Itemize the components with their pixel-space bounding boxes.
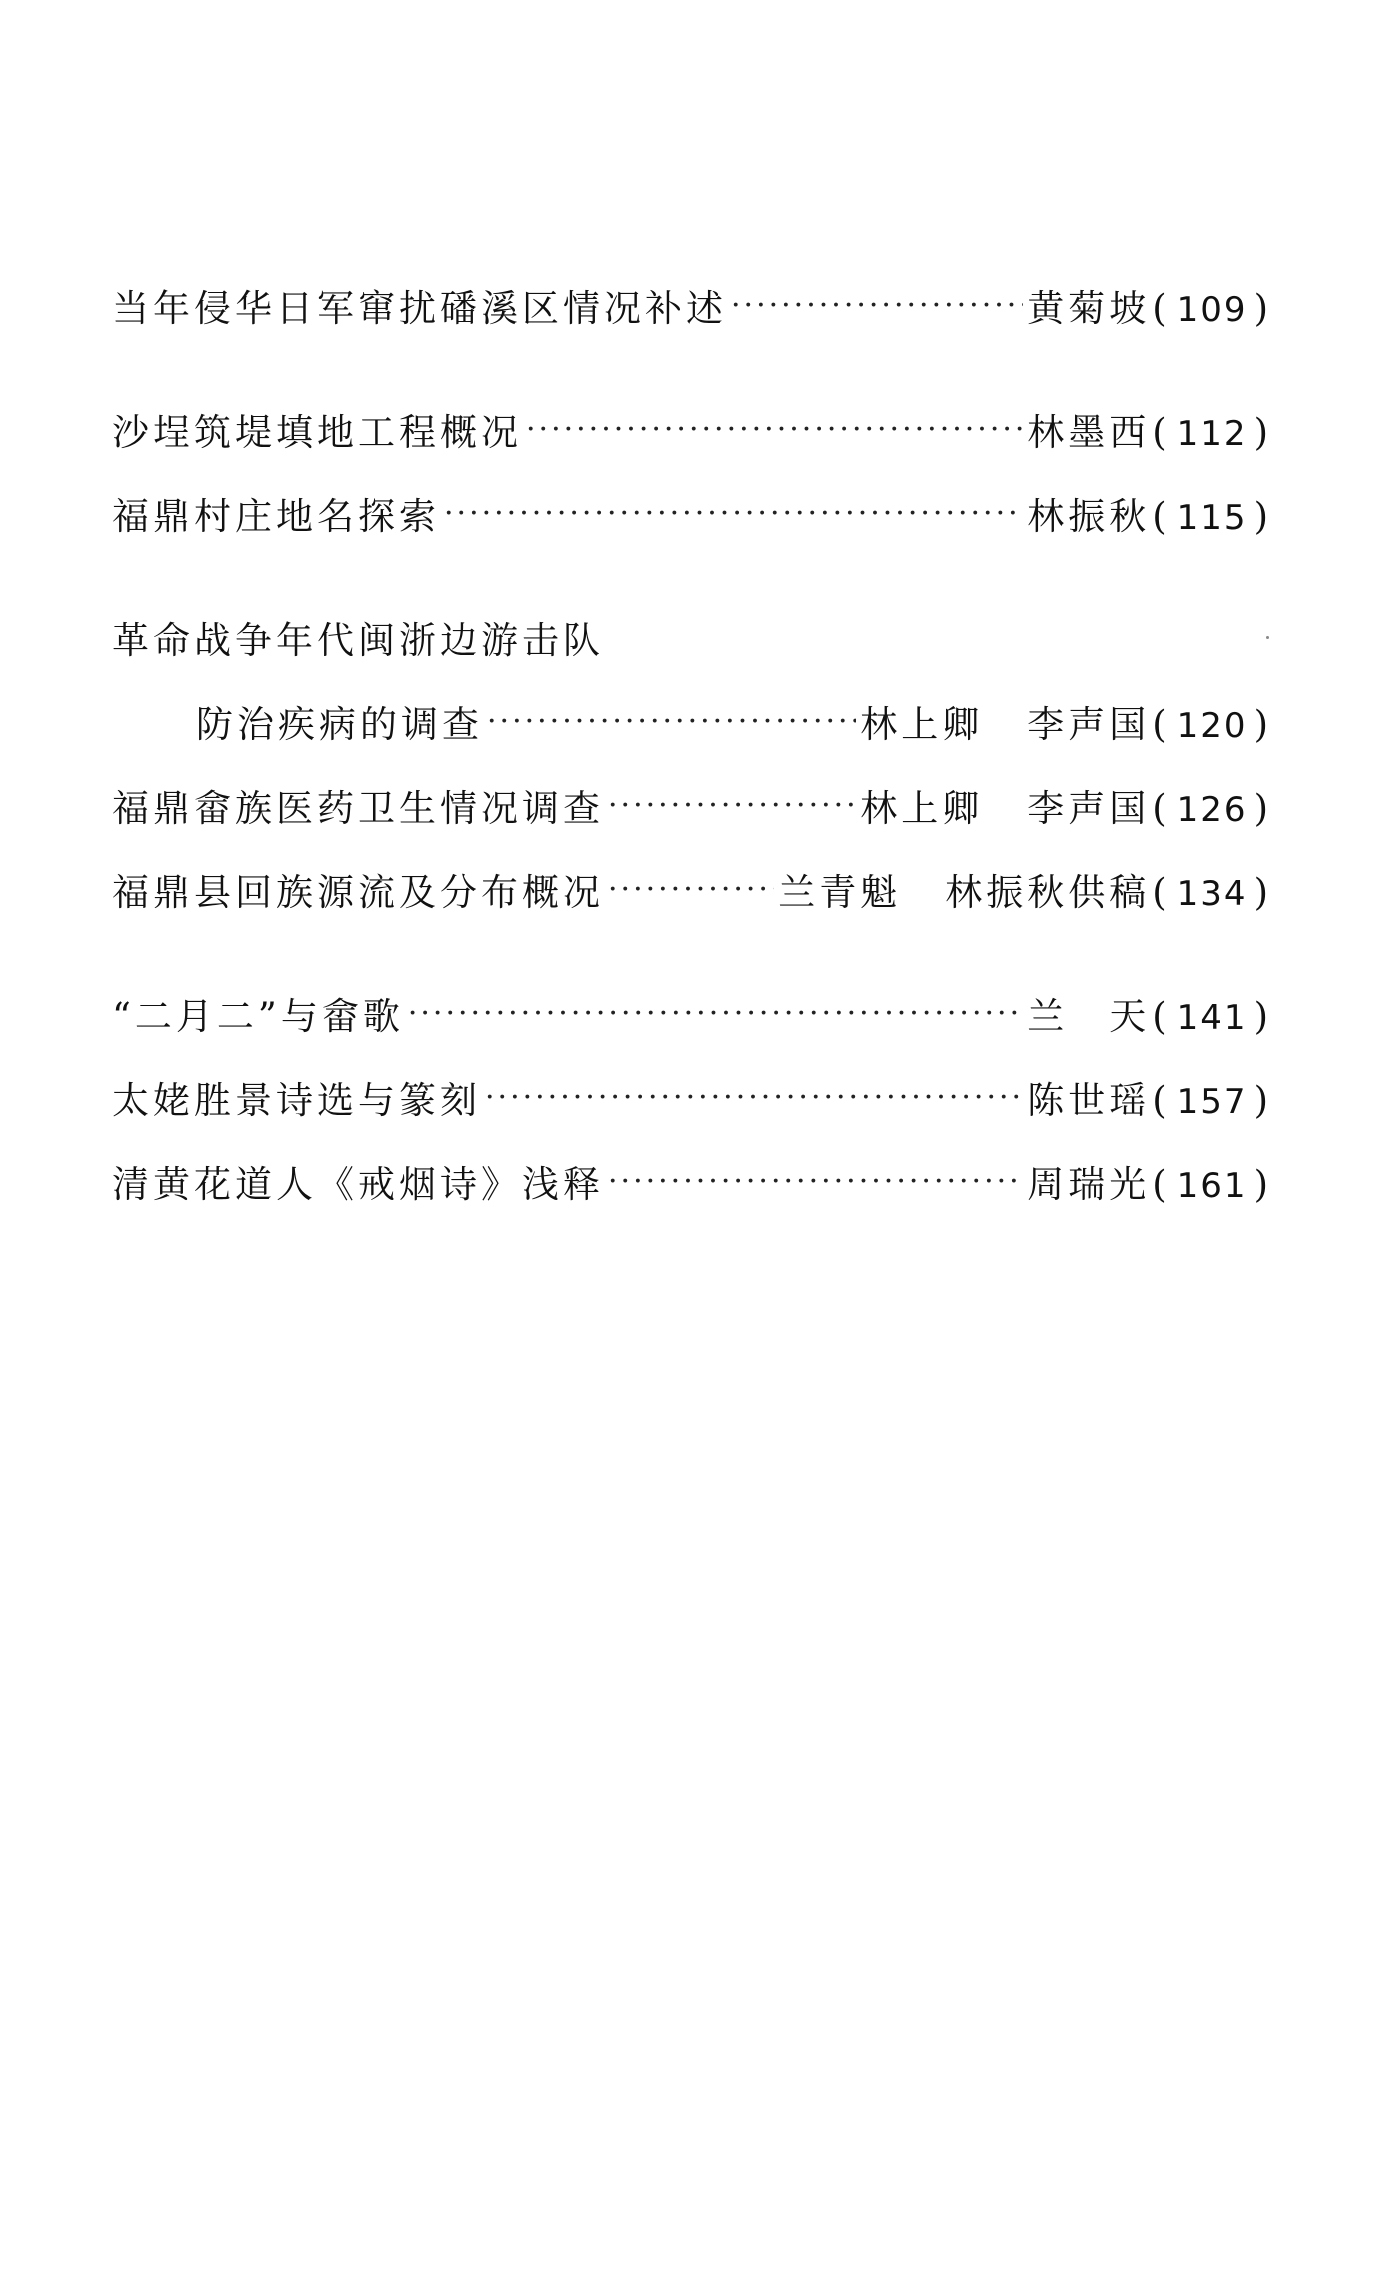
entry-author: 陈世瑶 — [1027, 1079, 1151, 1122]
toc-entry — [112, 486, 1272, 570]
toc-entry — [112, 694, 1272, 778]
entry-authors: 兰青魁 林振秋供稿 — [778, 871, 1151, 914]
table-of-contents — [112, 278, 1272, 1238]
entry-authors: 林上卿 李声国 — [860, 703, 1151, 746]
dot-leader — [485, 1080, 1023, 1115]
entry-title: 福鼎县回族源流及分布概况 — [112, 871, 604, 914]
entry-title: 福鼎畲族医药卫生情况调查 — [112, 787, 604, 830]
entry-page: ( 115 ) — [1152, 495, 1272, 538]
toc-entry — [112, 778, 1272, 862]
entry-author: 林振秋 — [1027, 495, 1151, 538]
entry-title: 当年侵华日军窜扰磻溪区情况补述 — [112, 287, 727, 330]
entry-title: 革命战争年代闽浙边游击队 — [112, 619, 604, 662]
toc-entry — [112, 278, 1272, 362]
dot-leader — [608, 1164, 1023, 1199]
toc-entry — [112, 1070, 1272, 1154]
scan-speck — [1266, 636, 1269, 639]
toc-entry — [112, 1154, 1272, 1238]
toc-entry — [112, 402, 1272, 486]
toc-entry — [112, 862, 1272, 946]
entry-title: 太姥胜景诗选与篆刻 — [112, 1079, 481, 1122]
entry-page: ( 161 ) — [1152, 1163, 1272, 1206]
dot-leader — [608, 872, 774, 907]
entry-authors: 林上卿 李声国 — [860, 787, 1151, 830]
entry-author: 兰 天 — [1027, 995, 1151, 1038]
entry-author: 黄菊坡 — [1027, 287, 1151, 330]
toc-entry — [112, 986, 1272, 1070]
entry-page: ( 157 ) — [1152, 1079, 1272, 1122]
dot-leader — [408, 996, 1023, 1031]
dot-leader — [526, 412, 1023, 447]
dot-leader — [444, 496, 1023, 531]
entry-title: 清黄花道人《戒烟诗》浅释 — [112, 1163, 604, 1206]
dot-leader — [731, 288, 1023, 323]
entry-title: “二月二”与畲歌 — [112, 995, 404, 1038]
entry-page: ( 134 ) — [1152, 871, 1272, 914]
entry-page: ( 109 ) — [1152, 287, 1272, 330]
entry-author: 林墨西 — [1027, 411, 1151, 454]
dot-leader — [608, 788, 856, 823]
entry-page: ( 141 ) — [1152, 995, 1272, 1038]
entry-title: 沙埕筑堤填地工程概况 — [112, 411, 522, 454]
entry-page: ( 126 ) — [1152, 787, 1272, 830]
entry-page: ( 120 ) — [1152, 703, 1272, 746]
dot-leader — [487, 704, 856, 739]
toc-entry-heading — [112, 610, 1272, 694]
entry-page: ( 112 ) — [1152, 411, 1272, 454]
entry-title: 福鼎村庄地名探索 — [112, 495, 440, 538]
entry-title: 防治疾病的调查 — [196, 703, 483, 746]
entry-author: 周瑞光 — [1027, 1163, 1151, 1206]
